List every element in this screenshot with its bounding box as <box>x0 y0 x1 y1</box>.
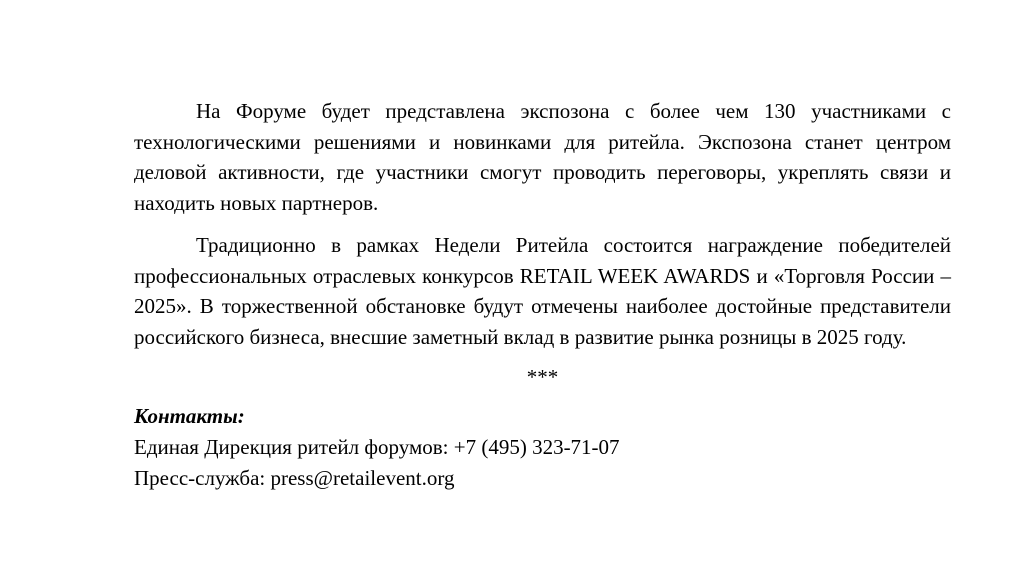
section-separator: *** <box>526 365 559 389</box>
contact-line-directorate: Единая Дирекция ритейл форумов: +7 (495) 323-71-07 <box>134 435 620 459</box>
paragraph-expozone: На Форуме будет представлена экспозона с более чем 130 участниками с технологическими решениями и новинками для ритейла. Экспозона станет центром деловой активности, где участники смогут проводить переговоры, укреплять связи и находить новых партнеров. <box>134 99 951 215</box>
paragraph-awards: Традиционно в рамках Недели Ритейла состоится награждение победителей профессиональных отраслевых конкурсов RETAIL WEEK AWARDS и «Торговля России – 2025». В торжественной обстановке будут отмечены наиболее достойные представители российского бизнеса, внесшие заметный вклад в развитие рынка розницы в 2025 году. <box>134 233 951 349</box>
contacts-title: Контакты: <box>134 404 245 428</box>
contact-line-press: Пресс-служба: press@retailevent.org <box>134 466 455 490</box>
document-page <box>134 96 951 494</box>
contacts-section <box>134 400 951 494</box>
